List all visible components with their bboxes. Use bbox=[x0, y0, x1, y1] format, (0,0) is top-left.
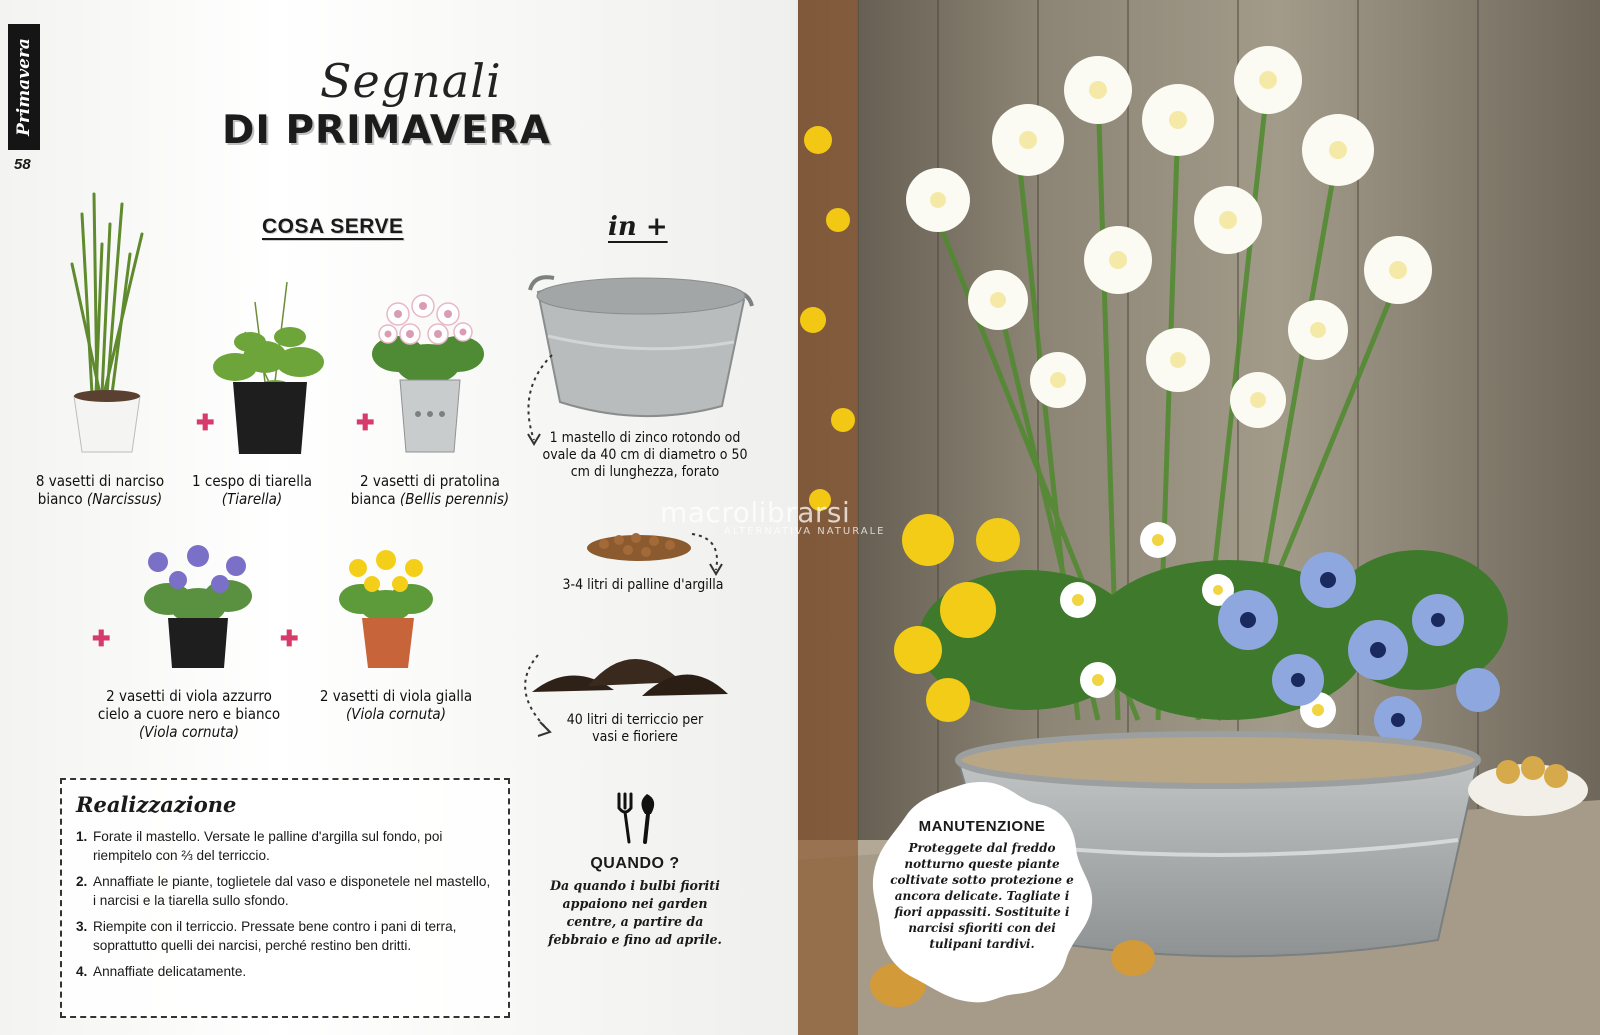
maintenance-title: MANUTENZIONE bbox=[918, 818, 1046, 835]
plus-icon: ✚ bbox=[92, 626, 111, 651]
bellis-pot-icon bbox=[368, 284, 488, 460]
when-block bbox=[540, 790, 730, 949]
procedure-step: 3. Riempite con il terriccio. Pressate bene contro i pani di terra, soprattutto quelli dei narcisi, perché restino ben dritti. bbox=[76, 919, 457, 953]
extra-caption-argilla: 3-4 litri di palline d'argilla bbox=[562, 577, 724, 593]
section-tab-label: Primavera bbox=[14, 38, 34, 136]
soil-pile-icon bbox=[532, 630, 732, 700]
extra-caption-terriccio: 40 litri di terriccio per vasi e fioriere bbox=[566, 712, 704, 745]
procedure-step: 4. Annaffiate delicatamente. bbox=[76, 964, 247, 979]
procedure-step: 2. Annaffiate le piante, toglietele dal vaso e disponetele nel mastello, i narcisi e la tiarella sullo sfondo. bbox=[76, 874, 491, 908]
procedure-box bbox=[60, 778, 510, 1018]
maintenance-block bbox=[888, 818, 1076, 952]
heading-cosa-serve: COSA SERVE bbox=[262, 215, 404, 238]
extra-caption-mastello: 1 mastello di zinco rotondo od ovale da 40 cm di diametro o 50 cm di lunghezza, forato bbox=[542, 430, 748, 480]
maintenance-text: Proteggete dal freddo notturno queste piante coltivate sotto protezione e ancora delicate. Tagliate i fiori appassiti. Sostituite i narcisi sfioriti con dei tulipani tardivi. bbox=[890, 841, 1074, 951]
title-script: Segnali bbox=[320, 54, 502, 108]
when-title: QUANDO ? bbox=[590, 855, 680, 872]
page-number: 58 bbox=[14, 156, 31, 173]
material-caption-viola-gialla: 2 vasetti di viola gialla (Viola cornuta) bbox=[319, 687, 473, 723]
material-caption-viola-azzurra: 2 vasetti di viola azzurro cielo a cuore nero e bianco (Viola cornuta) bbox=[97, 687, 281, 741]
page-title: DI PRIMAVERA bbox=[222, 108, 551, 153]
section-tab bbox=[8, 24, 40, 150]
blue-viola-pot-icon bbox=[138, 544, 258, 672]
tiarella-pot-icon bbox=[205, 272, 335, 462]
procedure-step: 1. Forate il mastello. Versate le palline d'argilla sul fondo, poi riempitelo con ⅔ del terriccio. bbox=[76, 829, 443, 863]
watermark: macrolibrarsi ALTERNATIVA NATURALE bbox=[660, 496, 886, 537]
yellow-viola-pot-icon bbox=[336, 544, 436, 672]
plus-icon: ✚ bbox=[356, 410, 375, 435]
when-text: Da quando i bulbi fioriti appaiono nei garden centre, a partire da febbraio e fino ad aprile. bbox=[548, 878, 722, 947]
narcissus-pot-icon bbox=[52, 184, 162, 456]
plus-icon: ✚ bbox=[196, 410, 215, 435]
material-caption-pratolina: 2 vasetti di pratolina bianca (Bellis perennis) bbox=[350, 472, 510, 508]
material-caption-tiarella: 1 cespo di tiarella (Tiarella) bbox=[192, 472, 312, 508]
procedure-list bbox=[76, 827, 494, 981]
material-caption-narciso: 8 vasetti di narciso bianco (Narcissus) bbox=[35, 472, 165, 508]
garden-tools-icon bbox=[605, 790, 665, 846]
plus-icon: ✚ bbox=[280, 626, 299, 651]
procedure-title: Realizzazione bbox=[76, 792, 237, 817]
heading-in-piu: in + bbox=[608, 212, 668, 242]
dotted-arrow-icon bbox=[508, 650, 558, 740]
